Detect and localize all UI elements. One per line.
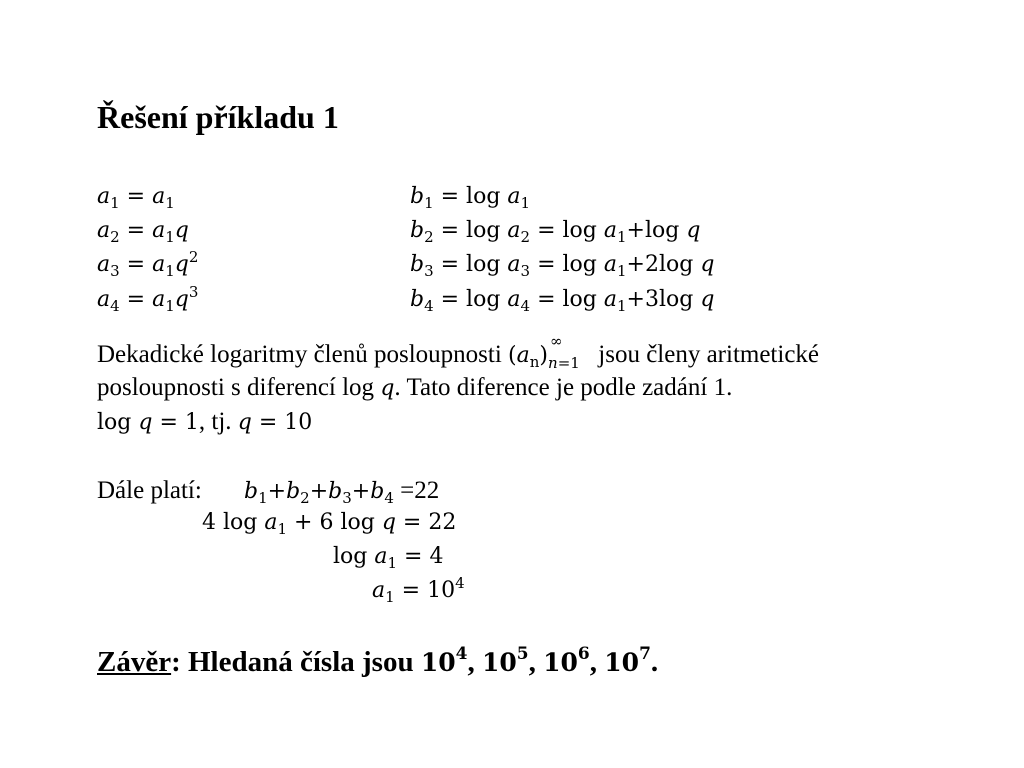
conclusion-text: : Hledaná čísla jsou xyxy=(171,646,414,678)
eq-b4: $b_4 = \log a_4 = \log a_1+3\log$ q xyxy=(410,287,715,315)
eq-b1: $b_1 = \log a_1$ xyxy=(410,184,531,212)
eq-b3: $b_3 = \log a_3 = \log a_1+2\log$ q xyxy=(410,252,715,280)
eq-a2: $a_2 = a_1q$ xyxy=(97,218,189,246)
var-q: q xyxy=(380,376,395,401)
page-title: Řešení příkladu 1 xyxy=(97,99,339,135)
eq-log-a1: $\log a_1 = 4$ xyxy=(333,544,444,572)
eq-a1-value: $a_1 = 10^4$ xyxy=(372,574,465,606)
paragraph-line-3: log q = 1, tj. q = 10 xyxy=(97,408,313,435)
paragraph-text: posloupnosti s diferencí log xyxy=(97,374,375,401)
paragraph-text: Dekadické logaritmy členů posloupnosti xyxy=(97,341,502,368)
paragraph-text: jsou členy aritmetické xyxy=(598,341,820,368)
eq-sum: $b_1+b_2+b_3+b_4 =22$ xyxy=(244,477,440,507)
further-label: Dále platí: xyxy=(97,477,202,504)
paragraph-line-2 xyxy=(97,375,732,400)
conclusion-label: Závěr xyxy=(97,646,172,678)
conclusion: Závěr: Hledaná čísla jsou $10^4$, $10^5$, $10^6$, $10^7$. xyxy=(97,644,659,678)
eq-b2: $b_2 = \log a_2 = \log a_1+\log$ q xyxy=(410,218,701,246)
eq-a3: $a_3 = a_1q^2$ xyxy=(97,248,199,280)
paragraph-text: , tj. xyxy=(198,408,232,435)
paragraph-text: . Tato diference je podle zadání 1. xyxy=(394,374,733,401)
sequence-notation: $(a_n)$ ∞ n=1 xyxy=(508,332,580,372)
sum-value: =22 xyxy=(400,477,440,504)
eq-a1: $a_1 = a_1$ xyxy=(97,184,175,212)
eq-log-sum: 4 $\log a_1 + 6$ log q = 22 xyxy=(202,510,457,538)
eq-a4: $a_4 = a_1q^3$ xyxy=(97,283,199,315)
paragraph-line-1 xyxy=(97,332,820,372)
